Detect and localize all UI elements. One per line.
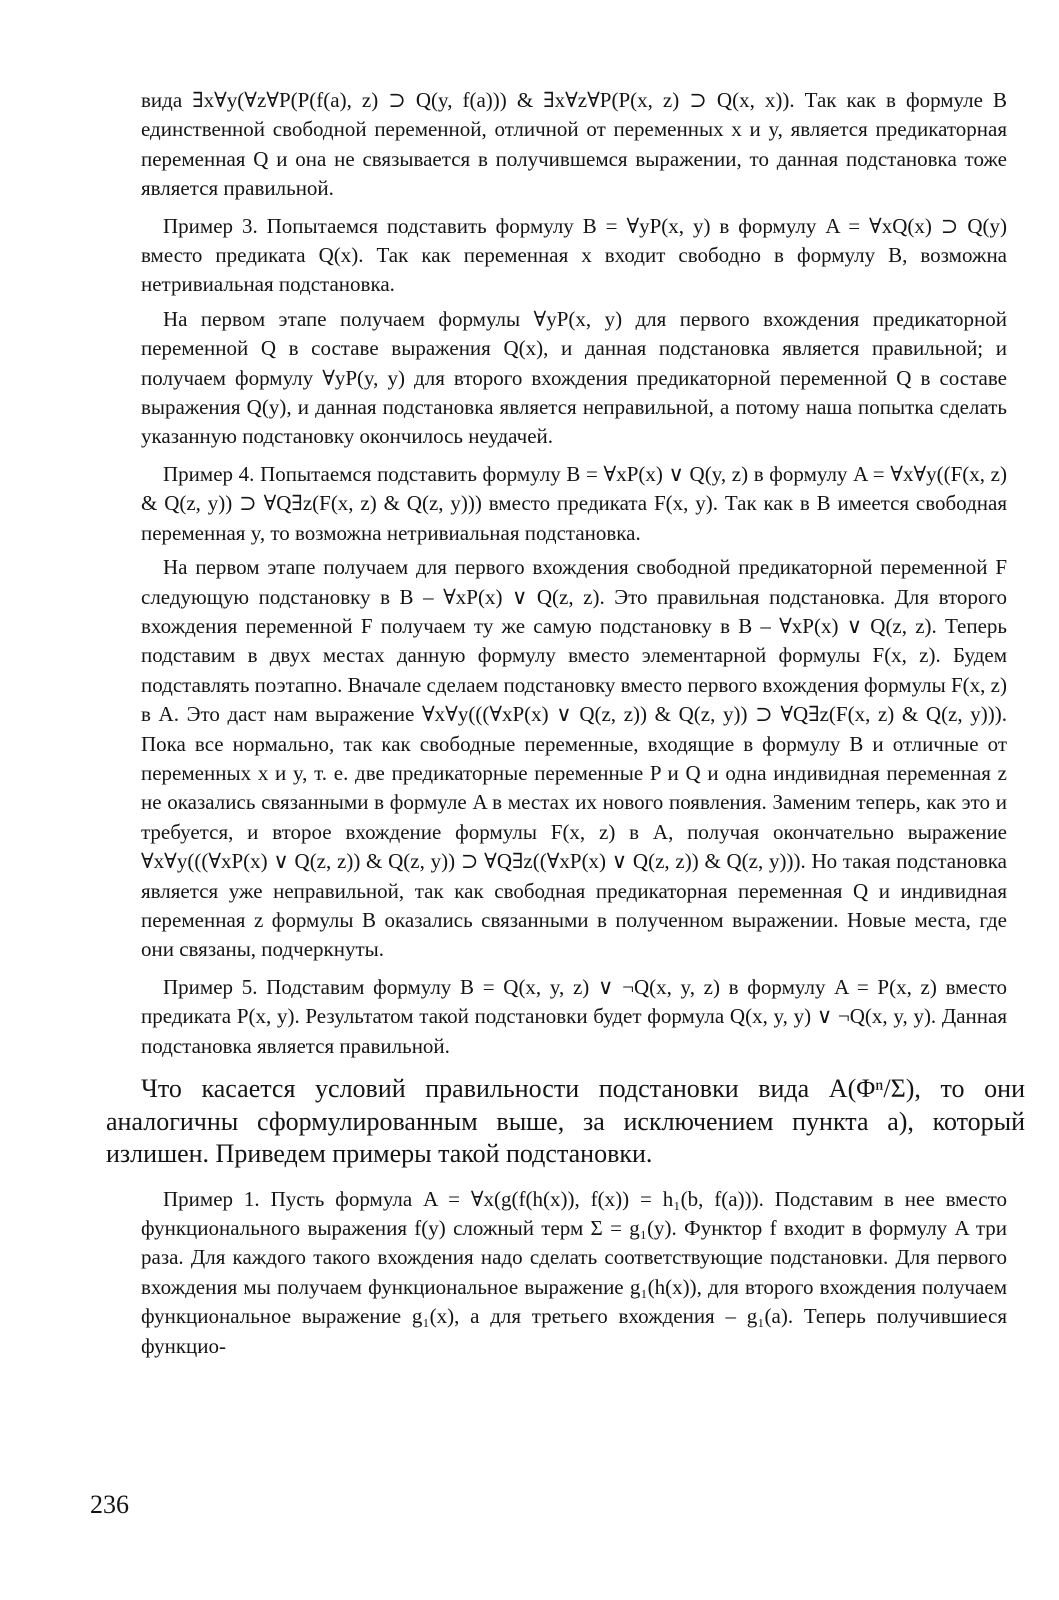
paragraph-example-4-analysis: На первом этапе получаем для первого вхождения свободной предикаторной переменной F следующую подстановку в B – ∀xP(x) ∨ Q(z, z). Это правильная подстановка. Для второго вхождения переменной F получаем ту же самую подстановку в B – ∀xP(x) ∨ Q(z, z). Теперь подставим в двух местах данную формулу вместо элементарной формулы F(x, z). Будем подставлять поэтапно. Вначале сделаем подстановку вместо первого вхождения формулы F(x, z) в A. Это даст нам выражение ∀x∀y(((∀xP(x) ∨ Q(z, z)) & Q(z, y)) ⊃ ∀Q∃z(F(x, z) & Q(z, y))). Пока все нормально, так как свободные переменные, входящие в формулу B и отличные от переменных x и y, т. е. две предикаторные переменные P и Q и одна индивидная переменная z не оказались связанными в формуле A в местах их нового появления. Заменим теперь, как это и требуется, и второе вхождение формулы F(x, z) в A, получая окончательно выражение ∀x∀y(((∀xP(x) ∨ Q(z, z)) & Q(z, y)) ⊃ ∀Q∃z((∀xP(x) ∨ Q(z, z)) & Q(z, y))). Но такая подстановка является уже неправильной, так как свободная предикаторная переменная Q и индивидная переменная z формулы B оказались связанными в полученном выражении. Новые места, где они связаны, подчеркнуты.: [141, 555, 1007, 962]
paragraph-continuation: вида ∃x∀y(∀z∀P(P(f(a), z) ⊃ Q(y, f(a))) & ∃x∀z∀P(P(x, z) ⊃ Q(x, x)). Так как в формуле B единственной свободной переменной, отличной от переменных x и y, является предикаторная переменная Q и она не связывается в получившемся выражении, то данная подстановка тоже является правильной.: [141, 88, 1007, 201]
paragraph-example-3-analysis: На первом этапе получаем формулы ∀yP(x, y) для первого вхождения предикаторной переменной Q в составе выражения Q(x), и данная подстановка является правильной; и получаем формулу ∀yP(y, y) для второго вхождения предикаторной переменной Q в составе выражения Q(y), и данная подстановка является неправильной, а потому наша попытка сделать указанную подстановку окончилось неудачей.: [141, 306, 1007, 449]
paragraph-example-3: Пример 3. Попытаемся подставить формулу B = ∀yP(x, y) в формулу A = ∀xQ(x) ⊃ Q(y) вместо предиката Q(x). Так как переменная x входит свободно в формулу B, возможна нетривиальная подстановка.: [141, 213, 1007, 297]
paragraph-example-1: Пример 1. Пусть формула A = ∀x(g(f(h(x)), f(x)) = h₁(b, f(a))). Подставим в нее вместо функционального выражения f(y) сложный терм Σ = g₁(y). Функтор f входит в формулу A три раза. Для каждого такого вхождения надо сделать соответствующие подстановки. Для первого вхождения мы получаем функциональное выражение g₁(h(x)), для второго вхождения получаем функциональное выражение g₁(x), а для третьего вхождения – g₁(a). Теперь получившиеся функцио-: [141, 1186, 1007, 1358]
text-column: [106, 86, 1025, 1361]
paragraph-substitution-conditions: Что касается условий правильности подстановки вида A(Φⁿ/Σ), то они аналогичны сформулированным выше, за исключением пункта а), который излишен. Приведем примеры такой подстановки.: [106, 1074, 1025, 1168]
page-number: 236: [90, 1490, 129, 1519]
paragraph-example-4: Пример 4. Попытаемся подставить формулу B = ∀xP(x) ∨ Q(y, z) в формулу A = ∀x∀y((F(x, z) & Q(z, y)) ⊃ ∀Q∃z(F(x, z) & Q(z, y))) вместо предиката F(x, y). Так как в B имеется свободная переменная y, то возможна нетривиальная подстановка.: [141, 461, 1007, 545]
paragraph-example-5: Пример 5. Подставим формулу B = Q(x, y, z) ∨ ¬Q(x, y, z) в формулу A = P(x, z) вместо предиката P(x, y). Результатом такой подстановки будет формула Q(x, y, y) ∨ ¬Q(x, y, y). Данная подстановка является правильной.: [141, 974, 1007, 1058]
